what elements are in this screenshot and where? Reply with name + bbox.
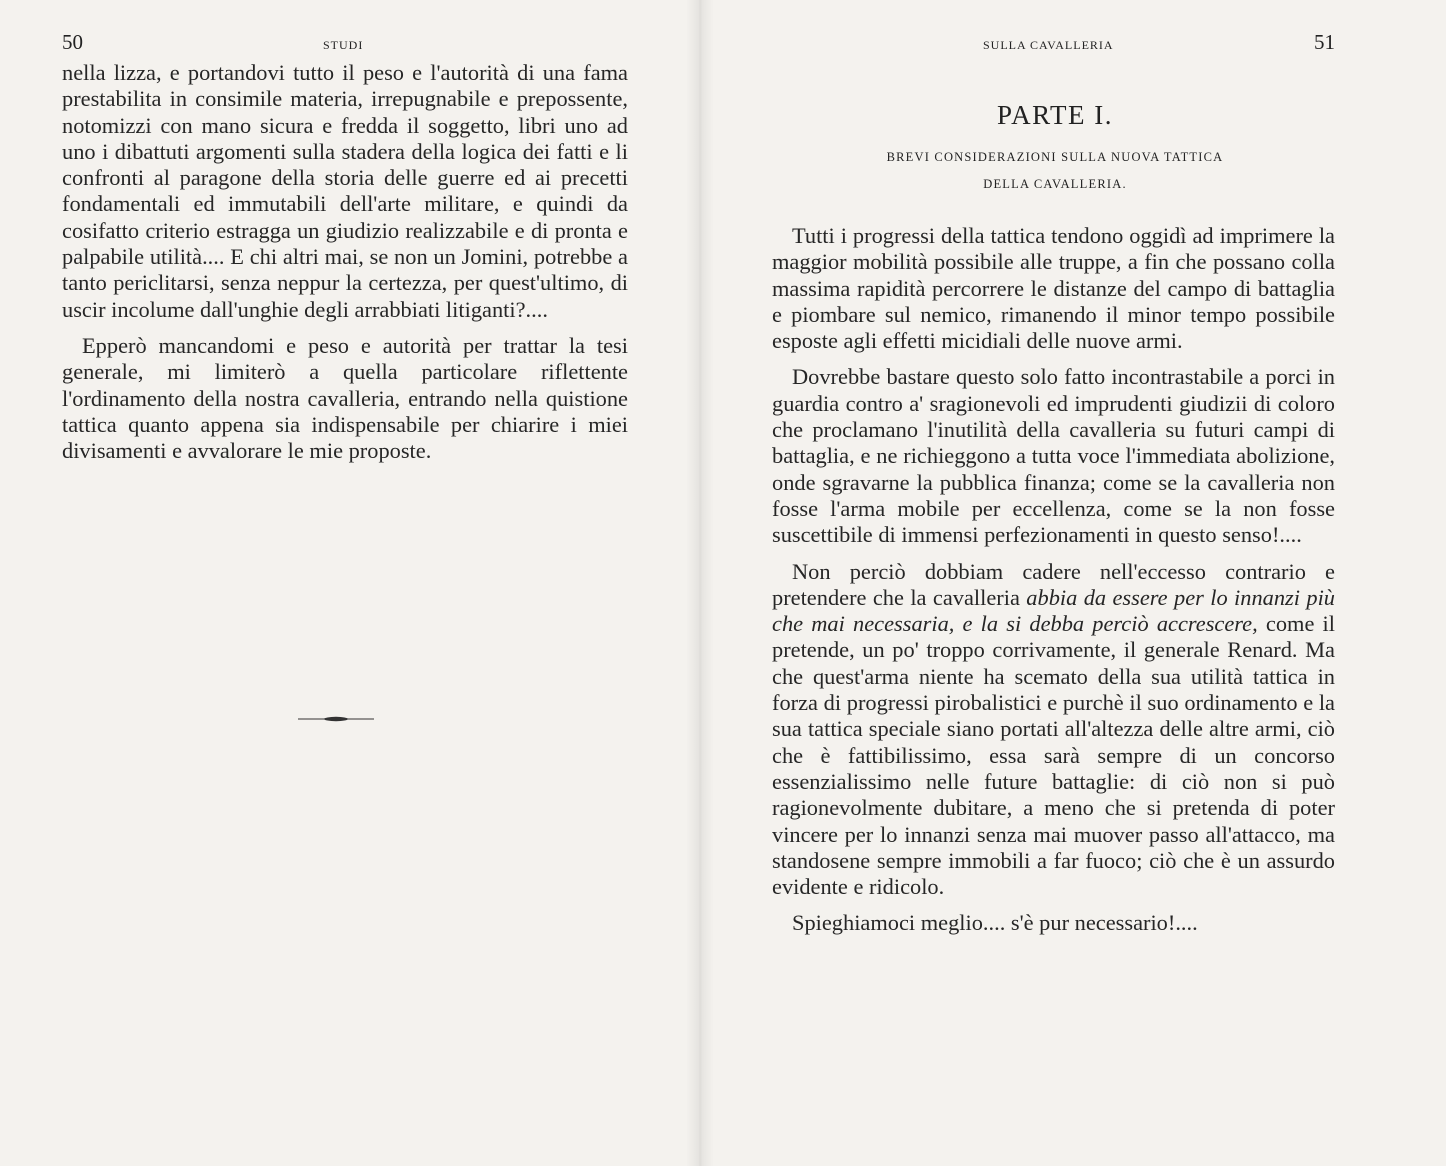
- right-paragraph-3-italic: abbia da essere per lo innanzi più che mai necessaria, e la si debba perciò accrescere,: [772, 584, 1335, 637]
- right-paragraph-2: Dovrebbe bastare questo solo fatto incontrastabile a porci in guardia contro a' sragionevoli ed imprudenti giudizii di coloro che proclamano l'inutilità della cavalleria su futuri campi di battaglia, e ne richieggono a tutta voce l'immediata abolizione, onde sgravarne la pubblica finanza; come se la cavalleria non fosse l'arma mobile per eccellenza, come se la non fosse suscettibile di immensi perfezionamenti in questo senso!....: [772, 364, 1335, 548]
- right-paragraph-3-end: come il pretende, un po' troppo corrivamente, il generale Renard. Ma che quest'arma niente ha scemato della sua utilità tattica in forza di progressi pirobalistici e purchè il suo ordinamento e la sua tattica speciale siano portati all'altezza delle altre armi, ciò che è fattibilissimo, essa sarà sempre di un concorso essenzialissimo nelle future battaglie: di ciò non si può ragionevolmente dubitare, a meno che si pretenda di poter vincere per lo innanzi senza mai muover passo all'attacco, ma standosene sempre immobili a far fuoco; ciò che è un assurdo evidente e ridicolo.: [772, 611, 1336, 900]
- chapter-subtitle-line-1: BREVI CONSIDERAZIONI SULLA NUOVA TATTICA: [886, 150, 1224, 164]
- left-paragraph-2: Epperò mancandomi e peso e autorità per trattar la tesi generale, mi limiterò a quella particolare riflettente l'ordinamento della nostra cavalleria, entrando nella quistione tattica quanto appena sia indispensabile per chiarire i miei divisamenti e avvalorare le mie proposte.: [62, 332, 628, 464]
- running-head-left: STUDI: [323, 38, 364, 52]
- ornament-divider: [298, 716, 374, 722]
- page-number-left: 50: [62, 30, 83, 54]
- running-head-right: SULLA CAVALLERIA: [983, 38, 1114, 52]
- right-paragraph-1: Tutti i progressi della tattica tendono oggidì ad imprimere la maggior mobilità possibile alle truppe, a fin che possano colla massima rapidità percorrere le distanze del campo di battaglia e piombare sul nemico, rimanendo il minor tempo possibile esposte agli effetti micidiali delle nuove armi.: [772, 223, 1335, 354]
- left-paragraph-1: nella lizza, e portandovi tutto il peso e l'autorità di una fama prestabilita in consimile materia, irrepugnabile e prepossente, notomizzi con mano sicura e fredda il soggetto, libri uno ad uno i dibattuti argomenti sulla stadera della logica dei fatti e li confronti al paragone della storia delle guerre ed ai precetti fondamentali ed immutabili dell'arte militare, e quindi da cosifatto criterio estragga un giudizio realizzabile e di pronta e palpabile utilità.... E chi altri mai, se non un Jomini, potrebbe a tanto periclitarsi, senza neppur la certezza, per quest'ultimo, di uscir incolume dall'unghie degli arrabbiati litiganti?....: [62, 60, 628, 322]
- right-page-body: [772, 223, 1335, 937]
- right-paragraph-3-start: Non perciò dobbiam cadere nell'eccesso contrario e pretendere che la cavalleria: [772, 558, 1335, 610]
- part-title: PARTE I.: [997, 100, 1113, 130]
- page-number-right: 51: [1314, 30, 1335, 54]
- left-page-body: [62, 60, 628, 464]
- right-paragraph-4: Spieghiamoci meglio.... s'è pur necessario!....: [792, 910, 1198, 936]
- right-paragraph-3: [772, 559, 1335, 901]
- chapter-subtitle-line-2: DELLA CAVALLERIA.: [983, 177, 1127, 191]
